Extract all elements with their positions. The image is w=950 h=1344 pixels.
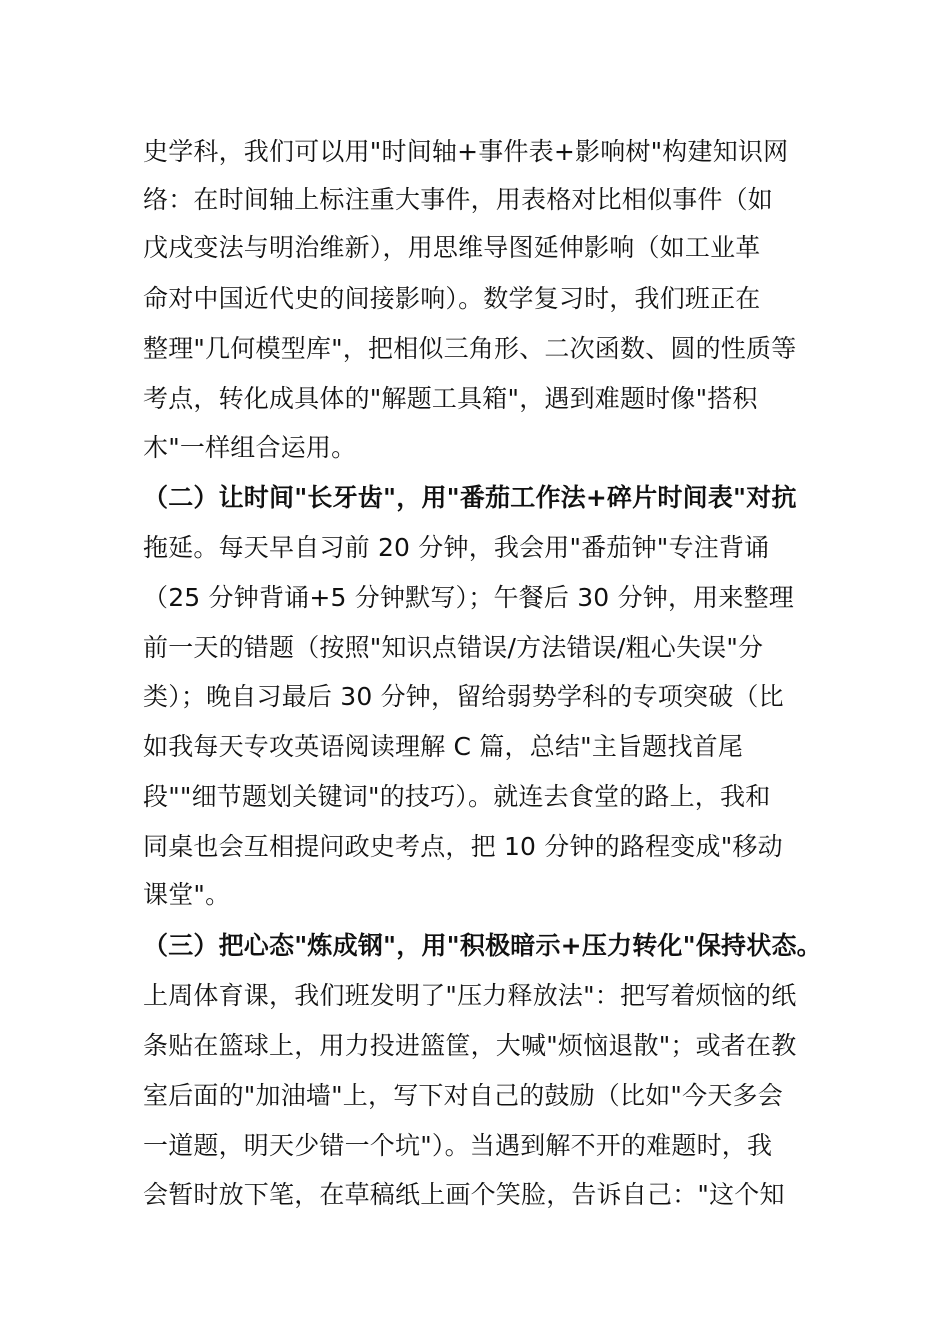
section-heading: （三）把心态"炼成钢"，用"积极暗示+压力转化"保持状态。 [143,931,822,960]
text-line: 条贴在篮球上，用力投进篮筐，大喊"烦恼退散"；或者在教 [143,1031,797,1060]
text-line: 会暂时放下笔，在草稿纸上画个笑脸，告诉自己："这个知 [143,1180,785,1209]
section-heading: （二）让时间"长牙齿"，用"番茄工作法+碎片时间表"对抗 [143,483,797,512]
text-line: 前一天的错题（按照"知识点错误/方法错误/粗心失误"分 [143,633,764,662]
text-line: （25 分钟背诵+5 分钟默写）；午餐后 30 分钟，用来整理 [143,583,794,612]
text-line: 史学科，我们可以用"时间轴+事件表+影响树"构建知识网 [143,137,789,166]
text-line: 同桌也会互相提问政史考点，把 10 分钟的路程变成"移动 [143,832,783,861]
text-line: 络：在时间轴上标注重大事件，用表格对比相似事件（如 [143,185,774,214]
text-line: 如我每天专攻英语阅读理解 C 篇，总结"主旨题找首尾 [143,732,744,761]
text-line: 命对中国近代史的间接影响）。数学复习时，我们班正在 [143,284,761,313]
text-line: 整理"几何模型库"，把相似三角形、二次函数、圆的性质等 [143,334,797,363]
text-line: 一道题，明天少错一个坑"）。当遇到解不开的难题时，我 [143,1131,773,1160]
text-line: 木"一样组合运用。 [143,433,357,462]
text-line: 类）；晚自习最后 30 分钟，留给弱势学科的专项突破（比 [143,682,784,711]
text-line: 段""细节题划关键词"的技巧）。就连去食堂的路上，我和 [143,782,771,811]
text-line: 考点，转化成具体的"解题工具箱"，遇到难题时像"搭积 [143,384,758,413]
text-line: 拖延。每天早自习前 20 分钟，我会用"番茄钟"专注背诵 [143,533,770,562]
text-line: 课堂"。 [143,880,231,909]
text-line: 上周体育课，我们班发明了"压力释放法"：把写着烦恼的纸 [143,981,797,1010]
text-line: 室后面的"加油墙"上，写下对自己的鼓励（比如"今天多会 [143,1081,783,1110]
text-line: 戊戌变法与明治维新），用思维导图延伸影响（如工业革 [143,233,761,262]
